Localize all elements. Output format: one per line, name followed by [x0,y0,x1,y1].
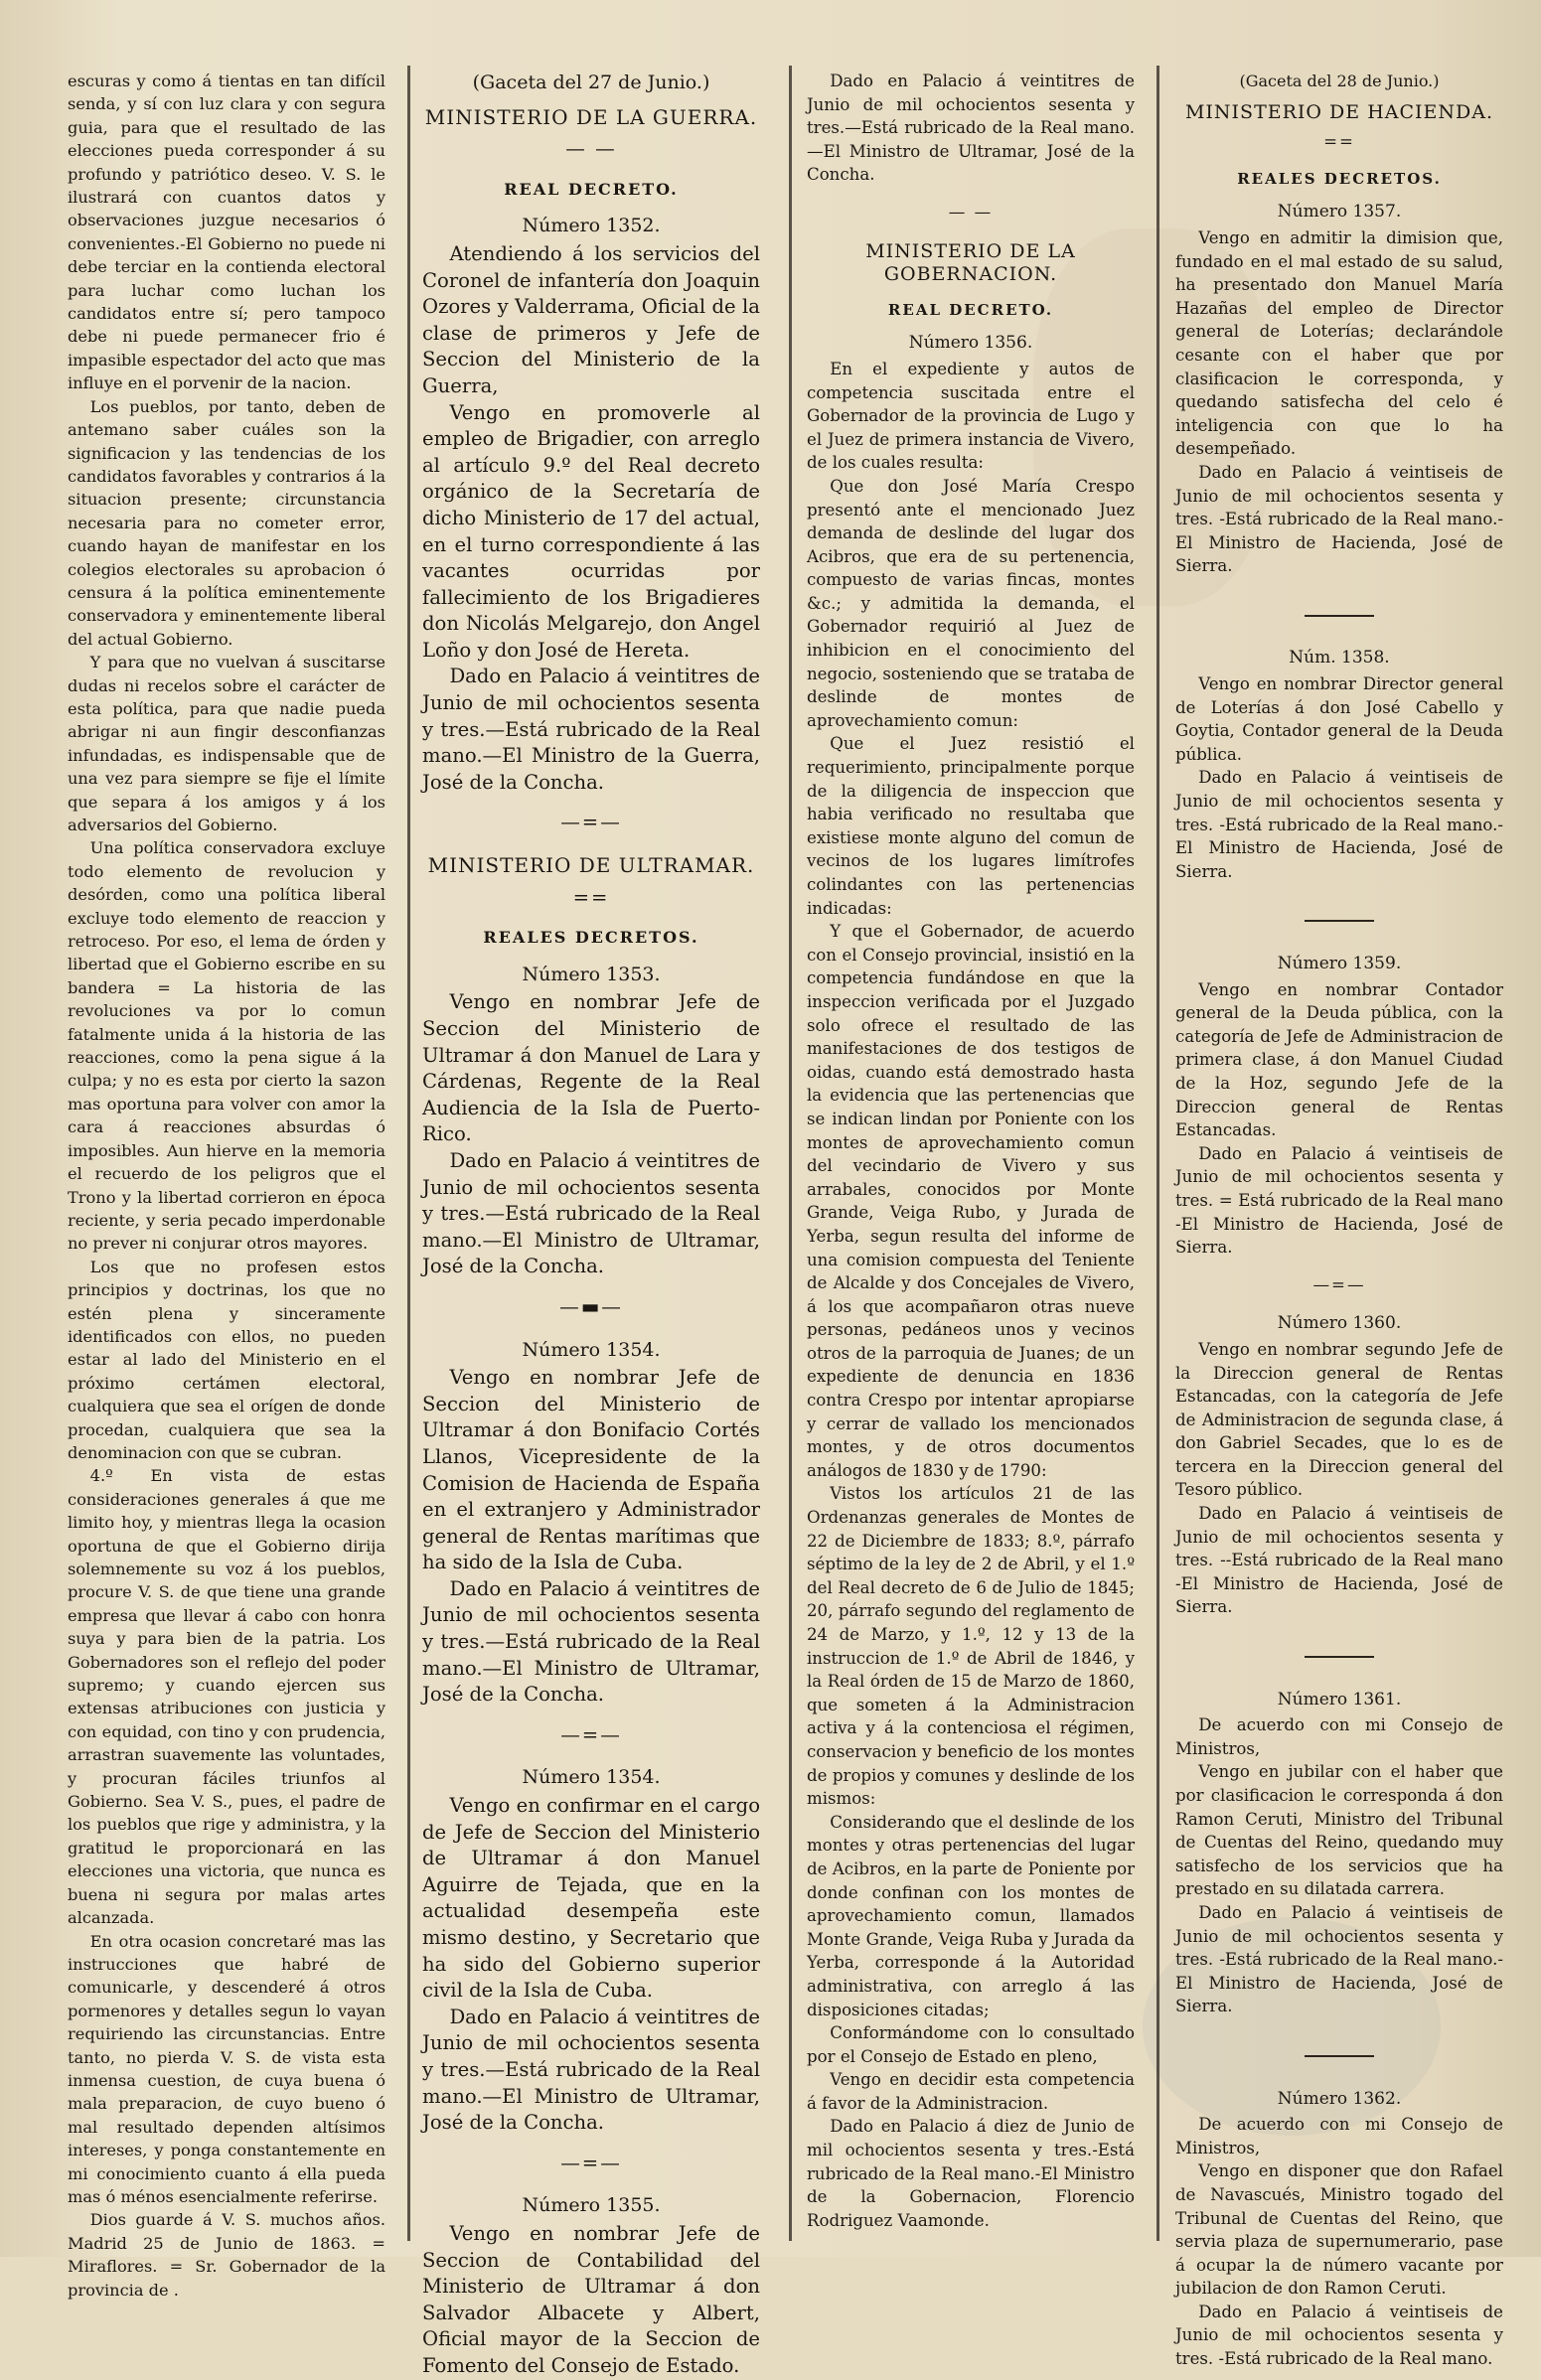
decree-heading: REALES DECRETOS. [1237,169,1442,188]
paragraph: Que el Juez resistió el requerimiento, principalmente porque de la diligencia de inspeccion que habia verificado no resultaba que existiese monte alguno del comun de vecinos de los lugares limítrofes colindantes con las pertenencias indicadas: [807,734,1135,918]
paragraph: En el expediente y autos de competencia suscitada entre el Gobernador de la provincia de Lugo y el Juez de primera instancia de Vivero, de los cuales resulta: [807,359,1135,473]
paragraph: Atendiendo á los servicios del Coronel de infantería don Joaquin Ozores y Valderrama, Oficial de la clase de primeros y Jefe de Seccion del Ministerio de la Guerra, [422,241,760,397]
paragraph: Dado en Palacio á veintiseis de Junio de mil ochocientos sesenta y tres. -Está rubricado de la Real mano.-El Ministro de Hacienda, José de Sierra. [1175,1902,1503,2016]
separator: —▬— [559,1294,623,1318]
paragraph: Dado en Palacio á veintiseis de Junio de mil ochocientos sesenta y tres. --Está rubricado de la Real mano -El Ministro de Hacienda, José de Sierra. [1175,1504,1503,1617]
decree-number: Número 1353. [522,963,661,985]
decree-number: Número 1361. [1277,1689,1402,1710]
paragraph: Vengo en jubilar con el haber que por clasificacion le corresponda á don Ramon Ceruti, Ministro del Tribunal de Cuentas del Reino, quedando muy satisfecho de los servicios que ha prestado en su dilatada carrera. [1175,1762,1503,1899]
decree-heading: REAL DECRETO. [504,179,679,199]
paragraph: De acuerdo con mi Consejo de Ministros, [1175,1715,1503,1758]
decree-number: Número 1357. [1277,202,1402,223]
paragraph: Dado en Palacio á veintiseis de Junio de mil ochocientos sesenta y tres. -Está rubricado de la Real mano.-El Ministro de Hacienda, José de Sierra. [1175,768,1503,881]
paragraph: Vengo en nombrar Contador general de la Deuda pública, con la categoría de Jefe de Administracion de primera clase, á don Manuel Ciudad de la Hoz, segundo Jefe de la Direccion general de Rentas Estancadas. [1175,979,1503,1140]
paragraph: Los que no profesen estos principios y doctrinas, los que no estén plena y sinceramente identificados con ellos, no pueden estar al lado del Ministerio en el próximo certámen electoral, cualquiera que sea el orígen de donde procedan, cualquiera que sea la denominacion con que se cubran. [68,1257,385,1462]
ministry-heading: MINISTERIO DE HACIENDA. [1184,100,1494,123]
paragraph: Dado en Palacio á veintitres de Junio de mil ochocientos sesenta y tres.—Está rubricado de la Real mano.—El Ministro de Ultramar, José de la Concha. [807,72,1135,185]
paragraph: Vengo en nombrar Jefe de Seccion del Ministerio de Ultramar á don Bonifacio Cortés Llanos, Vicepresidente de la Comision de Hacienda de España en el extranjero y Administrador general de Rentas marítimas que ha sido de la Isla de Cuba. [422,1366,760,1574]
paragraph: escuras y como á tientas en tan difícil senda, y sí con luz clara y con segura guia, para que el resultado de las elecciones pueda corresponder á su profundo y patriótico deseo. V. S. le ilustrará con cuantos datos y observaciones juzgue necesarios ó convenientes.-El Gobierno no puede ni debe terciar en la contienda electoral para luchar como luchan los candidatos entre sí; pero tampoco debe ni puede permanecer frio é impasible espectador del acto que mas influye en el porvenir de la nacion. [68,72,385,393]
separator: —=— [1312,1274,1366,1294]
paragraph: Vengo en promoverle al empleo de Brigadier, con arreglo al artículo 9.º del Real decreto orgánico de la Secretaría de dicho Ministerio de 17 del actual, en el turno correspondiente á las vacantes ocurridas por fallecimiento de los Brigadieres don Nicolás Melgarejo, don Angel Loño y don José de Hereta. [422,400,760,662]
separator [1175,905,1503,929]
decree-heading: REALES DECRETOS. [483,928,699,948]
ornament: == [1323,132,1355,152]
paragraph: Vengo en decidir esta competencia á favor de la Administracion. [807,2070,1135,2113]
decree-number: Núm. 1358. [1289,648,1390,669]
gazette-dateline: (Gaceta del 28 de Junio.) [1239,72,1440,90]
paragraph: Vengo en disponer que don Rafael de Navascués, Ministro togado del Tribunal de Cuentas del Reino, que servia plaza de supernumerario, pase á ocupar la de número vacante por jubilacion de don Ramon Ceruti. [1175,2161,1503,2299]
paragraph: En otra ocasion concretaré mas las instrucciones que habré de comunicarle, y descenderé á otros pormenores y detalles segun lo vayan requiriendo las circunstancias. Entre tanto, no pierda V. S. de vista esta inmensa cuestion, de cuya buena ó mala preparacion, de cuyo bueno ó mal resultado dependen altísimos intereses, y ponga constantemente en mi conocimiento cuanto á ella pueda mas ó ménos esencialmente referirse. [68,1931,385,2206]
separator [1175,2040,1503,2064]
ministry-heading: MINISTERIO DE LA GUERRA. [424,104,758,129]
decree-number: Número 1356. [908,333,1033,354]
column-rule [407,66,410,2241]
decree-number: Número 1360. [1277,1313,1402,1334]
paragraph: De acuerdo con mi Consejo de Ministros, [1175,2115,1503,2157]
separator [1175,1641,1503,1665]
paragraph: Dios guarde á V. S. muchos años. Madrid 25 de Junio de 1863. = Miraflores. = Sr. Gobernador de la provincia de . [68,2210,385,2300]
paragraph: Una política conservadora excluye todo elemento de revolucion y desórden, como una política liberal excluye todo elemento de reaccion y retroceso. Por eso, el lema de órden y libertad que el Gobierno escribe en su bandera = La historia de las revoluciones va por lo comun fatalmente unida á la historia de las reacciones, como la pena sigue á la culpa; y no es esta por cierto la sazon mas oportuna para volver con amor la cara á reacciones absurdas ó imposibles. Aun hierve en la memoria el recuerdo de los peligros que el Trono y la libertad corrieron en época reciente, y seria pecado imperdonable no prever ni conjurar otros mayores. [68,838,385,1254]
paragraph: Que don José María Crespo presentó ante el mencionado Juez demanda de deslinde del lugar dos Acibros, que era de su pertenencia, compuesto de varias fincas, montes &c.; y admitida la demanda, el Gobernador requirió al Juez de inhibicion en el conocimiento del negocio, sosteniendo que se trataba de deslinde de montes de aprovechamiento comun: [807,476,1135,730]
separator: —=— [560,1722,622,1746]
ministry-heading: MINISTERIO DE LA GOBERNACION. [865,239,1076,286]
paragraph: Los pueblos, por tanto, deben de antemano saber cuáles son la significacion y las tendencias de los candidatos favorables y contrarios á la situacion presente; circunstancia necesaria para no cometer error, cuando hayan de manifestar en los colegios electorales su aprobacion ó censura á la política eminentemente conservadora y eminentemente liberal del actual Gobierno. [68,396,385,649]
paragraph: Vengo en admitir la dimision que, fundado en el mal estado de su salud, ha presentado don Manuel María Hazañas del empleo de Director general de Loterías; declarándole cesante con el haber que por clasificacion le corresponda, y quedando satisfecha del celo é inteligencia con que lo ha desempeñado. [1175,227,1503,459]
separator [1175,600,1503,624]
column-3 [807,70,1135,2250]
paragraph: Dado en Palacio á veintitres de Junio de mil ochocientos sesenta y tres.—Está rubricado de la Real mano.—El Ministro de Ultramar, José de la Concha. [422,2005,760,2135]
column-2 [422,70,760,2377]
paragraph: Vistos los artículos 21 de las Ordenanzas generales de Montes de 22 de Diciembre de 1833; 8.º, párrafo séptimo de la ley de 2 de Abril, y el 1.º del Real decreto de 6 de Julio de 1845; 20, párrafo segundo del reglamento de 24 de Marzo, y 1.º, 12 y 13 de la instruccion de 1.º de Abril de 1846, y la Real órden de 15 de Marzo de 1860, que someten á la Administracion activa y á la contenciosa el régimen, conservacion y beneficio de los montes de propios y comunes y deslinde de los mismos: [807,1484,1135,1809]
separator: — — [948,202,994,222]
decree-number: Número 1355. [522,2194,661,2217]
paragraph: 4.º En vista de estas consideraciones generales á que me limito hoy, y mientras llega la ocasion oportuna de que el Gobierno dirija solemnemente su voz á los pueblos, procure V. S. de que tiene una grande empresa que llevar á cabo con honra suya y para bien de la patria. Los Gobernadores son el reflejo del poder supremo; y cuando ejercen sus extensas atribuciones con justicia y con equidad, con tino y con prudencia, arrastran suavemente las voluntades, y procuran fáciles triunfos al Gobierno. Sea V. S., pues, el padre de los pueblos que rige y administra, y la gratitud le proporcionará en las elecciones una victoria, que nunca es buena ni segura por malas artes alcanzada. [68,1466,385,1928]
column-rule [1156,66,1159,2241]
paragraph: Dado en Palacio á diez de Junio de mil ochocientos sesenta y tres.-Está rubricado de la Real mano.-El Ministro de la Gobernacion, Florencio Rodriguez Vaamonde. [807,2117,1135,2230]
paragraph: Considerando que el deslinde de los montes y otras pertenencias del lugar de Acibros, en la parte de Poniente por donde confinan con los montes de aprovechamiento comun, llamados Monte Grande, Veiga Ruba y Jurada da Yerba, corresponde á la Autoridad administrativa, con arreglo á las disposiciones citadas; [807,1812,1135,2019]
paragraph: Dado en Palacio á veintitres de Junio de mil ochocientos sesenta y tres.—Está rubricado de la Real mano.—El Ministro de Ultramar, José de la Concha. [422,1576,760,1707]
decree-heading: REAL DECRETO. [887,300,1054,319]
paragraph: Vengo en nombrar Jefe de Seccion de Contabilidad del Ministerio de Ultramar á don Salvador Albacete y Albert, Oficial mayor de la Seccion de Fomento del Consejo de Estado. [422,2221,760,2377]
decree-number: Número 1354. [522,1766,661,1789]
column-4 [1175,70,1503,2369]
paragraph: Vengo en nombrar Jefe de Seccion del Ministerio de Ultramar á don Manuel de Lara y Cárdenas, Regente de la Real Audiencia de la Isla de Puerto-Rico. [422,990,760,1146]
decree-number: Número 1362. [1277,2088,1402,2109]
paragraph: Dado en Palacio á veintiseis de Junio de mil ochocientos sesenta y tres. = Está rubricado de la Real mano -El Ministro de Hacienda, José de Sierra. [1175,1143,1503,1258]
paragraph: Vengo en nombrar segundo Jefe de la Direccion general de Rentas Estancadas, con la categoría de Jefe de Administracion de segunda clase, á don Gabriel Secades, que lo es de tercera en la Direccion general del Tesoro público. [1175,1339,1503,1500]
separator: —=— [560,811,622,834]
column-rule [789,66,792,2241]
paragraph: Dado en Palacio á veintiseis de Junio de mil ochocientos sesenta y tres. -Está rubricado de la Real mano. [1175,2302,1503,2369]
ornament: == [572,885,610,909]
paragraph: Y que el Gobernador, de acuerdo con el Consejo provincial, insistió en la competencia fundándose en que la inspeccion verificada por el Juzgado solo ofrece el resultado de las manifestaciones de dos testigos de oidas, cuando está demostrado hasta la evidencia que las pertenencias que se indican lindan por Poniente con los montes de aprovechamiento comun del vecindario de Vivero y sus arrabales, conocidos por Monte Grande, Veiga Rubo, y Jurada de Yerba, segun resulta del informe de una comision compuesta del Teniente de Alcalde y dos Concejales de Vivero, á los que acompañaron otras nueve personas, pedáneos unos y vecinos otros de la parroquia de Juanes; de un expediente de denuncia en 1836 contra Crespo por intentar apropiarse y cerrar de vallado los mencionados montes, y de otros documentos análogos de 1830 y de 1790: [807,922,1135,1480]
separator: —=— [560,2151,622,2174]
paragraph: Vengo en nombrar Director general de Loterías á don José Cabello y Goytia, Contador general de la Deuda pública. [1175,674,1503,764]
column-1 [68,70,385,2300]
paragraph: Y para que no vuelvan á suscitarse dudas ni recelos sobre el carácter de esta política, para que nadie pueda abrigar ni aun fingir desconfianzas infundadas, es indispensable que de una vez para siempre se fije el límite que separa á los amigos y á los adversarios del Gobierno. [68,653,385,834]
paragraph: Dado en Palacio á veintitres de Junio de mil ochocientos sesenta y tres.—Está rubricado de la Real mano.—El Ministro de Ultramar, José de la Concha. [422,1148,760,1278]
ministry-heading: MINISTERIO DE ULTRAMAR. [427,853,755,878]
decree-number: Número 1354. [522,1338,661,1361]
gazette-dateline: (Gaceta del 27 de Junio.) [472,72,710,93]
paragraph: Dado en Palacio á veintitres de Junio de mil ochocientos sesenta y tres.—Está rubricado de la Real mano.—El Ministro de la Guerra, José de la Concha. [422,665,760,794]
paragraph: Vengo en confirmar en el cargo de Jefe de Seccion del Ministerio de Ultramar á don Manuel Aguirre de Tejada, que en la actualidad desempeña este mismo destino, y Secretario que ha sido del Gobierno superior civil de la Isla de Cuba. [422,1794,760,2003]
paragraph: Conformándome con lo consultado por el Consejo de Estado en pleno, [807,2023,1135,2066]
paragraph: Dado en Palacio á veintiseis de Junio de mil ochocientos sesenta y tres. -Está rubricado de la Real mano.-El Ministro de Hacienda, José de Sierra. [1175,462,1503,576]
ornament: — — [565,137,617,161]
decree-number: Número 1352. [522,215,661,237]
decree-number: Número 1359. [1277,954,1402,973]
